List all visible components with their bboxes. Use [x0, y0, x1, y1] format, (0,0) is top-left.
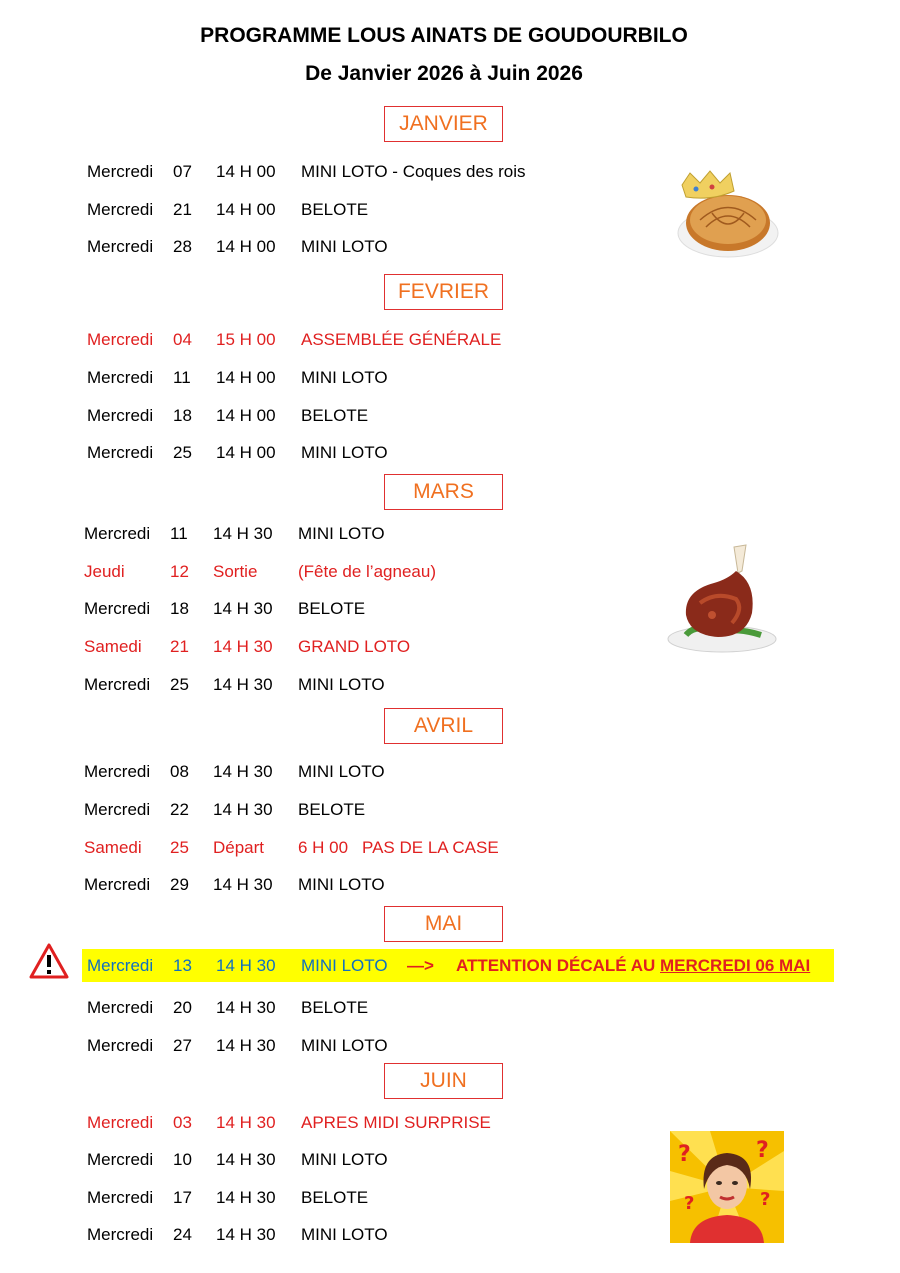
event-date: 22: [170, 800, 189, 819]
event-time: 14 H 30: [213, 637, 273, 656]
event-time: 14 H 30: [216, 1113, 276, 1132]
event-activity: MINI LOTO: [301, 1036, 388, 1055]
event-time: 14 H 00: [216, 368, 276, 387]
event-time: 14 H 00: [216, 406, 276, 425]
event-activity: BELOTE: [298, 599, 366, 618]
event-day: Mercredi: [87, 956, 154, 975]
event-date: 27: [173, 1036, 192, 1055]
svg-text:?: ?: [678, 1142, 691, 1167]
event-row: [0, 835, 900, 861]
event-date: 11: [173, 368, 191, 387]
event-date: 25: [170, 675, 189, 694]
event-date: 04: [173, 330, 192, 349]
event-activity: APRES MIDI SURPRISE: [301, 1113, 491, 1132]
event-time: 14 H 30: [216, 1036, 276, 1055]
event-activity: MINI LOTO: [301, 237, 388, 256]
event-day: Mercredi: [87, 162, 154, 181]
event-time: Sortie: [213, 562, 258, 581]
event-time: 14 H 30: [216, 998, 276, 1017]
event-row: [0, 440, 900, 466]
event-day: Mercredi: [84, 675, 151, 694]
event-row: [0, 797, 900, 823]
event-date: 25: [170, 838, 189, 857]
event-time: 14 H 00: [216, 237, 276, 256]
arrow-icon: —>: [407, 956, 434, 975]
event-day: Mercredi: [84, 599, 151, 618]
reschedule-notice: ATTENTION DÉCALÉ AU MERCREDI 06 MAI: [456, 956, 811, 975]
event-date: 08: [170, 762, 189, 781]
event-time: 14 H 30: [213, 599, 273, 618]
event-activity: MINI LOTO: [301, 1150, 388, 1169]
event-activity: MINI LOTO: [301, 443, 388, 462]
month-avril: AVRIL: [384, 708, 503, 744]
roast-lamb-icon: [666, 543, 781, 658]
event-day: Mercredi: [87, 368, 154, 387]
event-time: 14 H 00: [216, 443, 276, 462]
event-row: [0, 327, 900, 353]
event-row: [0, 872, 900, 898]
event-activity: MINI LOTO: [298, 524, 385, 543]
event-day: Mercredi: [84, 524, 151, 543]
event-row: [0, 365, 900, 391]
event-day: Mercredi: [84, 800, 151, 819]
event-activity: (Fête de l’agneau): [298, 562, 436, 581]
event-activity: MINI LOTO: [301, 1225, 388, 1244]
surprise-woman-icon: [670, 1131, 784, 1243]
galette-des-rois-icon: [672, 165, 782, 265]
event-day: Mercredi: [87, 1113, 154, 1132]
event-time: 14 H 30: [213, 800, 273, 819]
event-date: 11: [170, 524, 188, 543]
event-row: [0, 403, 900, 429]
event-activity: 6 H 00: [298, 838, 349, 857]
event-date: 28: [173, 237, 192, 256]
event-time: 14 H 30: [213, 524, 273, 543]
event-row: [0, 672, 900, 698]
event-day: Mercredi: [87, 1150, 154, 1169]
event-activity: BELOTE: [301, 200, 369, 219]
svg-text:?: ?: [684, 1193, 695, 1214]
event-day: Mercredi: [87, 200, 154, 219]
event-date: 13: [173, 956, 192, 975]
event-date: 18: [173, 406, 192, 425]
warning-icon: [28, 942, 70, 980]
event-date: 24: [173, 1225, 192, 1244]
event-date: 20: [173, 998, 192, 1017]
page-title: PROGRAMME LOUS AINATS DE GOUDOURBILO: [200, 24, 688, 47]
event-row: [0, 1033, 900, 1059]
event-date: 29: [170, 875, 189, 894]
event-time: 14 H 00: [216, 162, 276, 181]
event-day: Mercredi: [87, 443, 154, 462]
event-day: Mercredi: [87, 998, 154, 1017]
event-activity: MINI LOTO: [301, 956, 388, 975]
event-activity: MINI LOTO: [298, 675, 385, 694]
event-activity: MINI LOTO: [298, 762, 385, 781]
event-day: Mercredi: [87, 237, 154, 256]
event-time: 14 H 30: [216, 1225, 276, 1244]
event-activity: MINI LOTO: [301, 368, 388, 387]
event-day: Mercredi: [87, 1188, 154, 1207]
month-janvier: JANVIER: [384, 106, 503, 142]
event-activity: BELOTE: [301, 1188, 369, 1207]
event-date: 25: [173, 443, 192, 462]
event-date: 17: [173, 1188, 192, 1207]
event-day: Mercredi: [84, 762, 151, 781]
event-time: 14 H 30: [216, 1150, 276, 1169]
month-mai: MAI: [384, 906, 503, 942]
event-day: Samedi: [84, 637, 142, 656]
event-date: 12: [170, 562, 189, 581]
event-time: 14 H 30: [213, 675, 273, 694]
month-mars: MARS: [384, 474, 503, 510]
event-activity: BELOTE: [298, 800, 366, 819]
event-activity: ASSEMBLÉE GÉNÉRALE: [301, 330, 502, 349]
event-time: 15 H 00: [216, 330, 276, 349]
event-row: [0, 759, 900, 785]
event-time: 14 H 00: [216, 200, 276, 219]
event-date: 07: [173, 162, 192, 181]
event-date: 21: [173, 200, 192, 219]
new-date: MERCREDI 06 MAI: [660, 956, 811, 975]
event-day: Mercredi: [87, 406, 154, 425]
event-activity: MINI LOTO - Coques des rois: [301, 162, 526, 181]
svg-text:?: ?: [756, 1138, 769, 1163]
page-subtitle: De Janvier 2026 à Juin 2026: [305, 62, 583, 85]
event-destination: PAS DE LA CASE: [362, 838, 499, 857]
event-time: 14 H 30: [216, 1188, 276, 1207]
event-day: Mercredi: [87, 330, 154, 349]
event-day: Samedi: [84, 838, 142, 857]
event-day: Jeudi: [84, 562, 125, 581]
event-date: 21: [170, 637, 189, 656]
event-activity: BELOTE: [301, 998, 369, 1017]
event-day: Mercredi: [87, 1036, 154, 1055]
highlighted-event-row: [82, 949, 834, 982]
event-activity: MINI LOTO: [298, 875, 385, 894]
event-date: 18: [170, 599, 189, 618]
event-activity: GRAND LOTO: [298, 637, 411, 656]
event-activity: BELOTE: [301, 406, 369, 425]
event-time: Départ: [213, 838, 265, 857]
month-juin: JUIN: [384, 1063, 503, 1099]
event-day: Mercredi: [84, 875, 151, 894]
event-date: 10: [173, 1150, 192, 1169]
event-row: [0, 995, 900, 1021]
event-day: Mercredi: [87, 1225, 154, 1244]
svg-text:?: ?: [760, 1189, 771, 1210]
event-time: 14 H 30: [213, 875, 273, 894]
month-fevrier: FEVRIER: [384, 274, 503, 310]
event-time: 14 H 30: [213, 762, 273, 781]
event-time: 14 H 30: [216, 956, 276, 975]
event-date: 03: [173, 1113, 192, 1132]
